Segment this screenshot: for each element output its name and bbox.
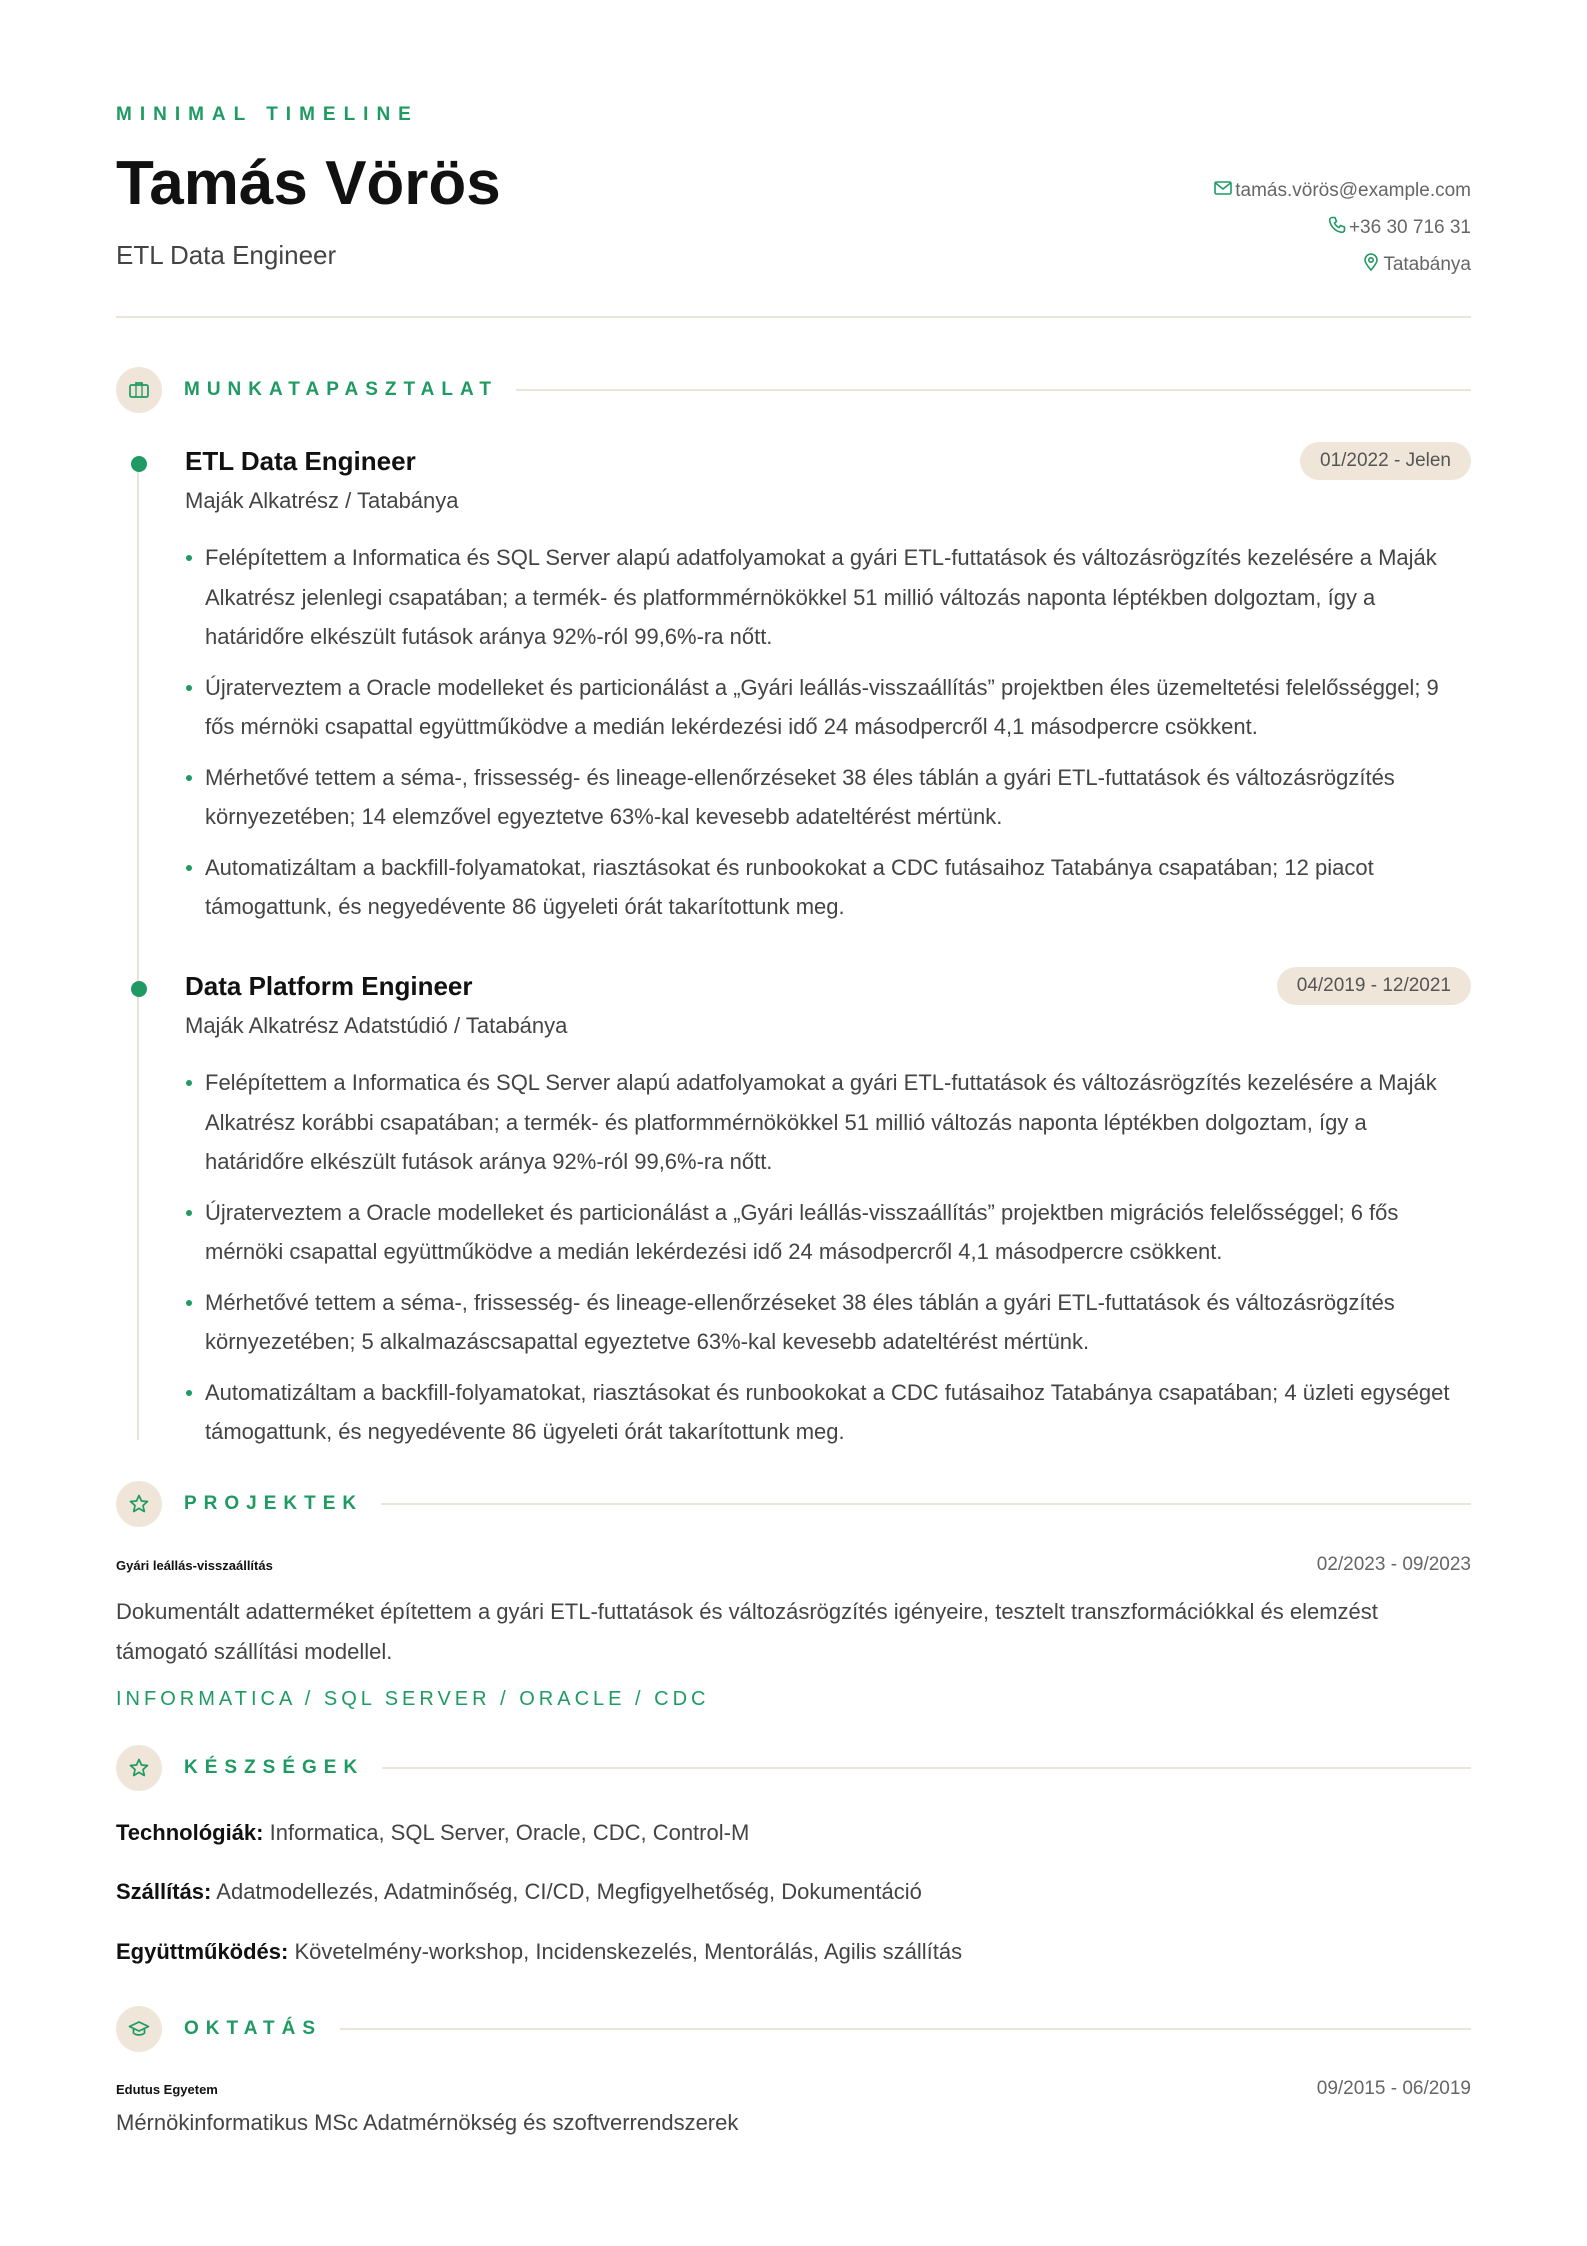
skill-label: Szállítás: bbox=[116, 1879, 212, 1904]
job-company: Maják Alkatrész / Tatabánya bbox=[185, 488, 459, 513]
section-title-experience: MUNKATAPASZTALAT bbox=[184, 379, 498, 400]
section-title-projects: PROJEKTEK bbox=[184, 1493, 364, 1514]
bullet-item: Újraterveztem a Oracle modelleket és particionálást a „Gyári leállás-visszaállítás” projektben éles üzemeltetési felelősséggel; 9 fős mérnöki csapattal együttműködve a medián lekérdezési idő 24 másodpercről 4,1 másodpercre csökkent. bbox=[185, 668, 1471, 747]
template-label: MINIMAL TIMELINE bbox=[116, 104, 419, 125]
skill-label: Technológiák: bbox=[116, 1820, 264, 1845]
contact-block bbox=[1213, 172, 1471, 283]
section-divider bbox=[381, 1503, 1471, 1505]
bullet-item: Felépítettem a Informatica és SQL Server alapú adatfolyamokat a gyári ETL-futtatások és változásrögzítés kezelésére a Maják Alkatrész jelenlegi csapatában; a termék- és platformmérnökökkel 51 millió változás naponta léptékben dolgoztam, így a határidőre elkészült futások aránya 92%-ról 99,6%-ra nőtt. bbox=[185, 538, 1471, 657]
project-date: 02/2023 - 09/2023 bbox=[1316, 1554, 1471, 1575]
bullet-item: Mérhetővé tettem a séma-, frissesség- és lineage-ellenőrzéseket 38 éles táblán a gyári ETL-futtatások és változásrögzítés környezetében; 5 alkalmazáscsapattal egyeztetve 63%-kal kevesebb adateltérést mértünk. bbox=[185, 1283, 1471, 1362]
skill-value: Informatica, SQL Server, Oracle, CDC, Control-M bbox=[269, 1820, 750, 1845]
skill-value: Követelmény-workshop, Incidenskezelés, Mentorálás, Agilis szállítás bbox=[294, 1939, 963, 1964]
graduation-cap-icon bbox=[116, 2006, 162, 2052]
phone-icon bbox=[1327, 215, 1349, 241]
section-header-skills bbox=[116, 1745, 1471, 1791]
section-divider bbox=[382, 1767, 1471, 1769]
section-divider bbox=[516, 389, 1471, 391]
candidate-role: ETL Data Engineer bbox=[116, 240, 337, 270]
timeline-dot bbox=[131, 456, 147, 472]
contact-phone[interactable] bbox=[1213, 209, 1471, 246]
star-icon bbox=[116, 1745, 162, 1791]
timeline-dot bbox=[131, 981, 147, 997]
education-degree: Mérnökinformatikus MSc Adatmérnökség és szoftverrendszerek bbox=[116, 2110, 739, 2135]
candidate-name: Tamás Vörös bbox=[116, 149, 501, 218]
project-description: Dokumentált adatterméket építettem a gyári ETL-futtatások és változásrögzítés igényeire, tesztelt transzformációkkal és elemzést támogató szállítási modellel. bbox=[116, 1599, 1378, 1664]
bullet-list bbox=[185, 1063, 1471, 1463]
skill-row bbox=[116, 1820, 749, 1846]
bullet-item: Felépítettem a Informatica és SQL Server alapú adatfolyamokat a gyári ETL-futtatások és változásrögzítés kezelésére a Maják Alkatrész korábbi csapatában; a termék- és platformmérnökökkel 51 millió változás naponta léptékben dolgoztam, így a határidőre elkészült futások aránya 92%-ról 99,6%-ra nőtt. bbox=[185, 1063, 1471, 1182]
briefcase-icon bbox=[116, 367, 162, 413]
skill-row bbox=[116, 1879, 922, 1905]
education-date: 09/2015 - 06/2019 bbox=[1316, 2078, 1471, 2099]
contact-email[interactable] bbox=[1213, 172, 1471, 209]
email-text: tamás.vörös@example.com bbox=[1235, 179, 1471, 201]
star-icon bbox=[116, 1481, 162, 1527]
project-tags: INFORMATICA / SQL SERVER / ORACLE / CDC bbox=[116, 1688, 710, 1710]
bullet-item: Mérhetővé tettem a séma-, frissesség- és lineage-ellenőrzéseket 38 éles táblán a gyári ETL-futtatások és változásrögzítés környezetében; 14 elemzővel egyeztetve 63%-kal kevesebb adateltérést mértünk. bbox=[185, 758, 1471, 837]
job-title: Data Platform Engineer bbox=[185, 971, 473, 1001]
bullet-item: Újraterveztem a Oracle modelleket és particionálást a „Gyári leállás-visszaállítás” projektben migrációs felelősséggel; 6 fős mérnöki csapattal együttműködve a medián lekérdezési idő 24 másodpercről 4,1 másodpercre csökkent. bbox=[185, 1193, 1471, 1272]
section-header-education bbox=[116, 2006, 1471, 2052]
date-badge: 04/2019 - 12/2021 bbox=[1277, 967, 1471, 1005]
header-divider bbox=[116, 316, 1471, 318]
phone-text: +36 30 716 31 bbox=[1348, 216, 1471, 238]
location-text: Tatabánya bbox=[1383, 253, 1471, 275]
skill-label: Együttműködés: bbox=[116, 1939, 289, 1964]
date-badge: 01/2022 - Jelen bbox=[1300, 442, 1471, 480]
job-company: Maják Alkatrész Adatstúdió / Tatabánya bbox=[185, 1013, 568, 1038]
skill-row bbox=[116, 1939, 962, 1965]
timeline-line bbox=[137, 458, 139, 1440]
section-title-skills: KÉSZSÉGEK bbox=[184, 1757, 365, 1778]
bullet-item: Automatizáltam a backfill-folyamatokat, riasztásokat és runbookokat a CDC futásaihoz Tatabánya csapatában; 4 üzleti egységet támogattunk, és negyedévente 86 ügyeleti órát takarítottunk meg. bbox=[185, 1373, 1471, 1452]
mail-icon bbox=[1213, 178, 1235, 204]
education-school: Edutus Egyetem bbox=[116, 2082, 218, 2097]
contact-location bbox=[1213, 246, 1471, 283]
section-header-experience bbox=[116, 367, 1471, 413]
bullet-item: Automatizáltam a backfill-folyamatokat, riasztásokat és runbookokat a CDC futásaihoz Tatabánya csapatában; 12 piacot támogattunk, és negyedévente 86 ügyeleti órát takarítottunk meg. bbox=[185, 848, 1471, 927]
job-title: ETL Data Engineer bbox=[185, 446, 416, 476]
section-title-education: OKTATÁS bbox=[184, 2018, 323, 2039]
section-header-projects bbox=[116, 1481, 1471, 1527]
bullet-list bbox=[185, 538, 1471, 938]
project-name: Gyári leállás-visszaállítás bbox=[116, 1558, 273, 1573]
section-divider bbox=[340, 2028, 1471, 2030]
location-pin-icon bbox=[1361, 252, 1383, 278]
skill-value: Adatmodellezés, Adatminőség, CI/CD, Megfigyelhetőség, Dokumentáció bbox=[216, 1879, 922, 1904]
